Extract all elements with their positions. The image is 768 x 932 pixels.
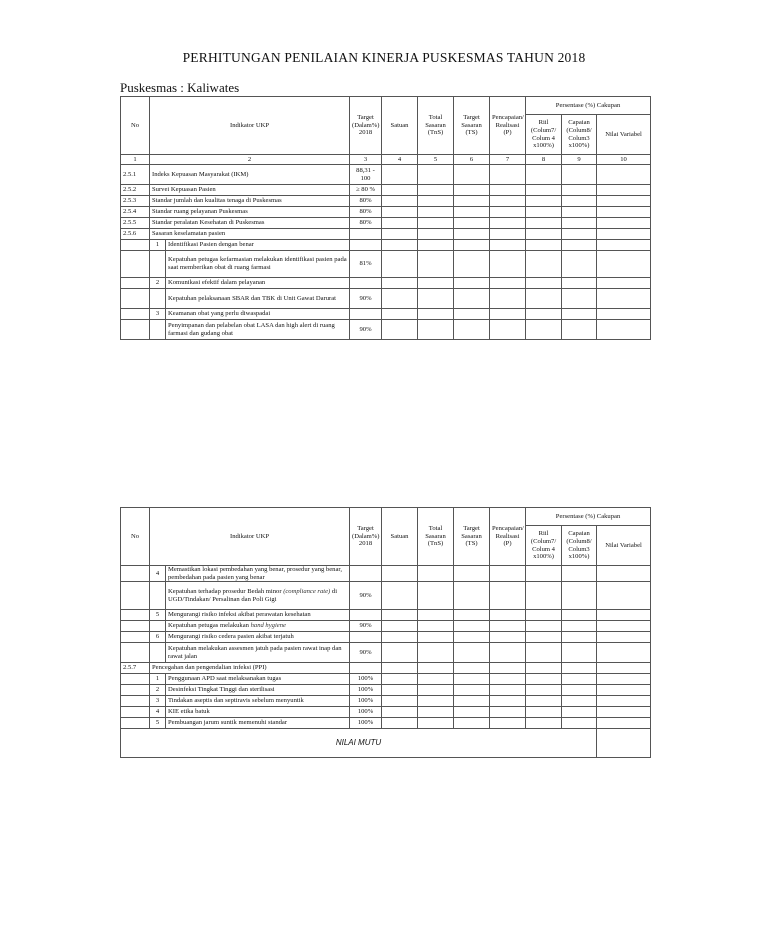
indikator-text-italic: hand hygiene [250, 622, 286, 630]
row-number: 2.5.3 [121, 196, 150, 207]
indikator-text: Komunikasi efektif dalam pelayanan [166, 278, 350, 289]
sub-number: 5 [150, 718, 166, 729]
target-value: 80% [350, 196, 382, 207]
table-row [121, 251, 651, 278]
indikator-text: Kepatuhan petugas kefarmasian melakukan identifikasi pasien pada saat memberikan obat di ruang farmasi [166, 251, 350, 278]
indikator-text: Mengurangi risiko cedera pasien akibat terjatuh [166, 632, 350, 643]
target-value: ≥ 80 % [350, 185, 382, 196]
row-number: 2.5.4 [121, 207, 150, 218]
indikator-text: Penyimpanan dan pelabelan obat LASA dan high alert di ruang farmasi dan gudang obat [166, 320, 350, 340]
table-row [121, 632, 651, 643]
table-row [121, 696, 651, 707]
kinerja-table-1 [120, 96, 651, 340]
header-satuan: Satuan [382, 508, 418, 566]
sub-number: 5 [150, 610, 166, 621]
table-row [121, 196, 651, 207]
target-value: 100% [350, 674, 382, 685]
sub-number: 4 [150, 707, 166, 718]
sub-number: 1 [150, 674, 166, 685]
row-number: 2.5.1 [121, 165, 150, 185]
indikator-text-part: di UGD/Tindakan/ Persalinan dan Poli Gigi [168, 588, 338, 603]
column-number: 5 [418, 155, 454, 165]
table-row [121, 643, 651, 663]
indikator-text: Pencegahan dan pengendalian infeksi (PPI) [150, 663, 350, 674]
row-number: 2.5.5 [121, 218, 150, 229]
header-target-sasaran: Target Sasaran (TS) [454, 508, 490, 566]
puskesmas-label: Puskesmas : Kaliwates [120, 80, 240, 95]
column-number: 8 [526, 155, 562, 165]
header-persentase: Persentase (%) Cakupan [526, 97, 651, 115]
table-row [121, 674, 651, 685]
column-number: 10 [597, 155, 651, 165]
header-indikator: Indikator UKP [150, 508, 350, 566]
table-row [121, 707, 651, 718]
indikator-text: Keamanan obat yang perlu diwaspadai [166, 309, 350, 320]
indikator-text: Sasaran keselamatan pasien [150, 229, 350, 240]
table-row [121, 718, 651, 729]
target-value: 90% [350, 582, 382, 610]
indikator-text: Pembuangan jarum suntik memenuhi standar [166, 718, 350, 729]
sub-number: 3 [150, 309, 166, 320]
header-target-sasaran: Target Sasaran (TS) [454, 97, 490, 155]
sub-number: 2 [150, 685, 166, 696]
sub-number: 2 [150, 278, 166, 289]
column-number: 7 [490, 155, 526, 165]
row-number: 2.5.2 [121, 185, 150, 196]
target-value: 90% [350, 621, 382, 632]
target-value: 100% [350, 718, 382, 729]
target-value: 81% [350, 251, 382, 278]
header-nilai-variabel: Nilai Variabel [597, 526, 651, 566]
header-indikator: Indikator UKP [150, 97, 350, 155]
table-row [121, 685, 651, 696]
target-value: 80% [350, 207, 382, 218]
header-no: No [121, 97, 150, 155]
table-row [121, 621, 651, 632]
header-nilai-variabel: Nilai Variabel [597, 115, 651, 155]
indikator-text: Tindakan aseptis dan septiravis sebelum menyuntik [166, 696, 350, 707]
indikator-text [166, 582, 350, 610]
target-value: 80% [350, 218, 382, 229]
nilai-mutu-value [597, 729, 651, 758]
table-row [121, 229, 651, 240]
table-row [121, 309, 651, 320]
indikator-text-part: Kepatuhan terhadap prosedur Bedah minor [168, 588, 282, 596]
header-total-sasaran: Total Sasaran (TnS) [418, 97, 454, 155]
header-pencapaian: Pencapaian/ Realisasi (P) [490, 97, 526, 155]
column-number: 4 [382, 155, 418, 165]
header-no: No [121, 508, 150, 566]
page-title: PERHITUNGAN PENILAIAN KINERJA PUSKESMAS TAHUN 2018 [182, 50, 586, 65]
indikator-text: Identifikasi Pasien dengan benar [166, 240, 350, 251]
indikator-text: Standar ruang pelayanan Puskesmas [150, 207, 350, 218]
target-value: 100% [350, 696, 382, 707]
indikator-text: Desinfeksi Tingkat Tinggi dan sterilisasi [166, 685, 350, 696]
target-value: 90% [350, 289, 382, 309]
target-value [350, 229, 382, 240]
column-number: 6 [454, 155, 490, 165]
header-riil: Riil (Colum7/ Colum 4 x100%) [526, 115, 562, 155]
indikator-text: Survei Kepuasan Pasien [150, 185, 350, 196]
column-number: 9 [562, 155, 597, 165]
row-number: 2.5.6 [121, 229, 150, 240]
table-row [121, 610, 651, 621]
header-riil: Riil (Colum7/ Colum 4 x100%) [526, 526, 562, 566]
header-total-sasaran: Total Sasaran (TnS) [418, 508, 454, 566]
table-row [121, 278, 651, 289]
table-row [121, 207, 651, 218]
indikator-text [166, 621, 350, 632]
table-row [121, 582, 651, 610]
indikator-text: Memastikan lokasi pembedahan yang benar, prosedur yang benar, pembedahan pada pasien yang benar [166, 566, 350, 582]
row-number: 2.5.7 [121, 663, 150, 674]
header-capaian: Capaian (Colum8/ Colum3 x100%) [562, 115, 597, 155]
header-target: Target (Dalam%) 2018 [350, 97, 382, 155]
indikator-text: Mengurangi risiko infeksi akibat perawatan kesehatan [166, 610, 350, 621]
header-capaian: Capaian (Colum8/ Colum3 x100%) [562, 526, 597, 566]
nilai-mutu-row [121, 729, 651, 758]
indikator-text-part: Kepatuhan petugas melakukan [168, 622, 249, 630]
table-row [121, 663, 651, 674]
header-pencapaian: Pencapaian/ Realisasi (P) [490, 508, 526, 566]
indikator-text: Standar peralatan Kesehatan di Puskesmas [150, 218, 350, 229]
sub-number: 4 [150, 566, 166, 582]
header-satuan: Satuan [382, 97, 418, 155]
indikator-text: Kepatuhan melakukan assesmen jatuh pada pasien rawat inap dan rawat jalan [166, 643, 350, 663]
indikator-text-italic: (compliance rate) [283, 588, 331, 596]
header-persentase: Persentase (%) Cakupan [526, 508, 651, 526]
target-value: 90% [350, 320, 382, 340]
indikator-text: Indeks Kepuasan Masyarakat (IKM) [150, 165, 350, 185]
indikator-text: KIE etika batuk [166, 707, 350, 718]
column-number: 1 [121, 155, 150, 165]
target-value: 100% [350, 685, 382, 696]
table-row [121, 240, 651, 251]
table-row [121, 320, 651, 340]
column-number: 3 [350, 155, 382, 165]
header-target: Target (Dalam%) 2018 [350, 508, 382, 566]
table-row [121, 566, 651, 582]
column-number-row [121, 155, 651, 165]
indikator-text: Kepatuhan pelaksanaan SBAR dan TBK di Unit Gawat Darurat [166, 289, 350, 309]
kinerja-table-2 [120, 507, 651, 758]
sub-number: 3 [150, 696, 166, 707]
target-value: 88,31 - 100 [350, 165, 382, 185]
table-row [121, 218, 651, 229]
column-number: 2 [150, 155, 350, 165]
target-value: 90% [350, 643, 382, 663]
target-value: 100% [350, 707, 382, 718]
nilai-mutu-label: NILAI MUTU [121, 729, 597, 758]
indikator-text: Standar jumlah dan kualitas tenaga di Puskesmas [150, 196, 350, 207]
sub-number: 6 [150, 632, 166, 643]
indikator-text: Penggunaan APD saat melaksanakan tugas [166, 674, 350, 685]
sub-number: 1 [150, 240, 166, 251]
table-row [121, 165, 651, 185]
table-row [121, 185, 651, 196]
table-row [121, 289, 651, 309]
